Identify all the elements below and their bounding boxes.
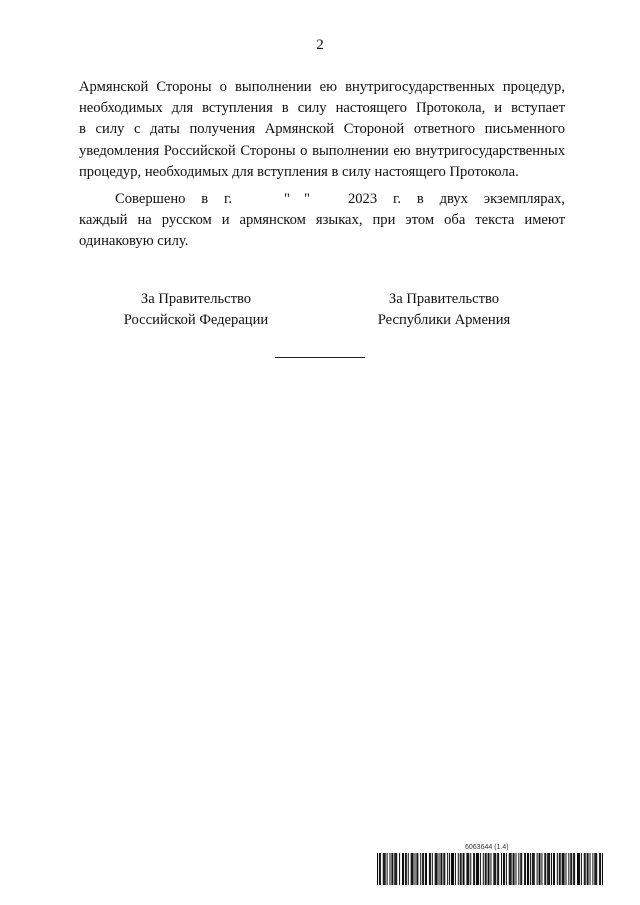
barcode-bar: [564, 853, 565, 885]
barcode-bar: [473, 853, 474, 885]
done-at-prefix: Совершено в г.: [115, 191, 233, 207]
barcode-bar: [474, 853, 475, 885]
barcode-bar: [490, 853, 491, 885]
barcode-bar: [489, 853, 490, 885]
barcode-bar: [460, 853, 461, 885]
barcode-bar: [595, 853, 596, 885]
barcode-bar: [511, 853, 512, 885]
barcode-bar: [412, 853, 413, 885]
paragraph-line: процедур, необходимых для вступления в силу настоящего Протокола.: [79, 163, 519, 180]
paragraph-done-at: [79, 189, 565, 253]
barcode-bar: [429, 853, 430, 885]
barcode-bar: [452, 853, 453, 885]
barcode-bar: [455, 853, 456, 885]
barcode-bar: [441, 853, 442, 885]
barcode-bar: [524, 853, 525, 885]
barcode-bar: [408, 853, 409, 885]
date-quote-close: ": [303, 191, 310, 207]
done-at-suffix: 2023 г. в двух экземплярах,: [347, 191, 565, 207]
barcode-bar: [417, 853, 418, 885]
barcode-bar: [539, 853, 540, 885]
barcode-bar: [525, 853, 526, 885]
barcode-bar: [439, 853, 440, 885]
barcode-bar: [570, 853, 571, 885]
barcode-bar: [506, 853, 507, 885]
barcode: [377, 853, 603, 885]
barcode-bar: [584, 853, 585, 885]
barcode-bar: [494, 853, 495, 885]
barcode-bar: [590, 853, 591, 885]
barcode-bar: [468, 853, 469, 885]
barcode-bar: [573, 853, 574, 885]
barcode-bar: [451, 853, 452, 885]
barcode-bar: [547, 853, 548, 885]
barcode-bar: [390, 853, 391, 885]
barcode-bar: [514, 853, 515, 885]
barcode-bar: [559, 853, 560, 885]
barcode-bar: [449, 853, 450, 885]
barcode-bar: [521, 853, 522, 885]
paragraph-line: Армянской Стороны о выполнении ею внутригосударственных процедур,: [79, 79, 565, 95]
signature-line: Российской Федерации: [123, 312, 269, 328]
barcode-bar: [387, 853, 388, 885]
paragraph-line: необходимых для вступления в силу настоящего Протокола, и вступает: [79, 100, 565, 117]
barcode-bar: [541, 853, 542, 885]
barcode-bar: [392, 853, 393, 885]
barcode-bar: [498, 853, 499, 885]
document-code: 6063644 (1.4): [465, 844, 509, 851]
barcode-bar: [553, 853, 554, 885]
barcode-bar: [402, 853, 403, 885]
barcode-bar: [493, 853, 494, 885]
barcode-bar: [384, 853, 385, 885]
paragraph-line: каждый на русском и армянском языках, при этом оба текста имеют: [79, 212, 565, 229]
barcode-bar: [600, 853, 601, 885]
barcode-bar: [549, 853, 550, 885]
barcode-bar: [527, 853, 528, 885]
barcode-bar: [497, 853, 498, 885]
barcode-bar: [447, 853, 448, 885]
barcode-bar: [380, 853, 381, 885]
barcode-bar: [391, 853, 392, 885]
barcode-bar: [458, 853, 459, 885]
barcode-bar: [532, 853, 533, 885]
barcode-bar: [562, 853, 563, 885]
barcode-bar: [537, 853, 538, 885]
barcode-bar: [464, 853, 465, 885]
barcode-bar: [548, 853, 549, 885]
barcode-bar: [470, 853, 471, 885]
signature-line: За Правительство: [388, 291, 500, 307]
barcode-bar: [534, 853, 535, 885]
signature-line: Республики Армения: [377, 312, 511, 328]
barcode-bar: [585, 853, 586, 885]
signature-line: За Правительство: [140, 291, 252, 307]
barcode-bar: [515, 853, 516, 885]
barcode-bar: [592, 853, 593, 885]
barcode-bar: [563, 853, 564, 885]
barcode-bar: [478, 853, 479, 885]
barcode-bar: [411, 853, 412, 885]
barcode-bar: [379, 853, 380, 885]
paragraph-line: [79, 189, 565, 210]
barcode-bar: [488, 853, 489, 885]
barcode-bar: [510, 853, 511, 885]
barcode-bar: [377, 853, 378, 885]
barcode-bar: [587, 853, 588, 885]
barcode-bar: [416, 853, 417, 885]
barcode-bar: [395, 853, 396, 885]
barcode-bar: [461, 853, 462, 885]
barcode-bar: [466, 853, 467, 885]
barcode-bar: [420, 853, 421, 885]
paragraph-entry-into-force: [79, 77, 565, 183]
barcode-bar: [403, 853, 404, 885]
barcode-bar: [422, 853, 423, 885]
barcode-bar: [594, 853, 595, 885]
barcode-bar: [435, 853, 436, 885]
barcode-bar: [467, 853, 468, 885]
barcode-bar: [405, 853, 406, 885]
barcode-bar: [385, 853, 386, 885]
barcode-bar: [443, 853, 444, 885]
barcode-bar: [574, 853, 575, 885]
barcode-bar: [579, 853, 580, 885]
barcode-bar: [425, 853, 426, 885]
barcode-bar: [477, 853, 478, 885]
signature-block-armenia: [334, 289, 554, 331]
barcode-bar: [528, 853, 529, 885]
barcode-bar: [577, 853, 578, 885]
paragraph-line: одинаковую силу.: [79, 233, 189, 250]
barcode-bar: [533, 853, 534, 885]
closing-divider: [275, 357, 365, 358]
barcode-bar: [415, 853, 416, 885]
date-quote-open: ": [284, 191, 290, 207]
barcode-bar: [578, 853, 579, 885]
barcode-bar: [396, 853, 397, 885]
barcode-bar: [426, 853, 427, 885]
barcode-bar: [544, 853, 545, 885]
barcode-bar: [437, 853, 438, 885]
paragraph-line: уведомления Российской Стороны о выполнении ею внутригосударственных: [79, 142, 565, 159]
barcode-bar: [581, 853, 582, 885]
barcode-bar: [383, 853, 384, 885]
barcode-bar: [596, 853, 597, 885]
barcode-bar: [463, 853, 464, 885]
barcode-bar: [413, 853, 414, 885]
barcode-bar: [568, 853, 569, 885]
barcode-bar: [423, 853, 424, 885]
barcode-bar: [485, 853, 486, 885]
barcode-bar: [476, 853, 477, 885]
barcode-bar: [453, 853, 454, 885]
barcode-bar: [530, 853, 531, 885]
barcode-bar: [486, 853, 487, 885]
barcode-bar: [509, 853, 510, 885]
page-number: 2: [316, 37, 324, 53]
barcode-bar: [501, 853, 502, 885]
barcode-bar: [588, 853, 589, 885]
barcode-bar: [399, 853, 400, 885]
barcode-bar: [560, 853, 561, 885]
barcode-bar: [520, 853, 521, 885]
paragraph-line: в силу с даты получения Армянской Стороной ответного письменного: [79, 121, 565, 138]
barcode-bar: [430, 853, 431, 885]
barcode-bar: [602, 853, 603, 885]
barcode-bar: [394, 853, 395, 885]
barcode-bar: [444, 853, 445, 885]
barcode-bar: [513, 853, 514, 885]
barcode-bar: [554, 853, 555, 885]
barcode-bar: [440, 853, 441, 885]
barcode-bar: [557, 853, 558, 885]
barcode-bar: [551, 853, 552, 885]
barcode-bar: [495, 853, 496, 885]
barcode-bar: [432, 853, 433, 885]
barcode-bar: [545, 853, 546, 885]
barcode-bar: [540, 853, 541, 885]
barcode-bar: [480, 853, 481, 885]
barcode-bar: [436, 853, 437, 885]
barcode-bar: [599, 853, 600, 885]
barcode-bar: [483, 853, 484, 885]
barcode-bar: [565, 853, 566, 885]
barcode-bar: [504, 853, 505, 885]
signature-block-russia: [86, 289, 306, 331]
barcode-bar: [503, 853, 504, 885]
barcode-bar: [518, 853, 519, 885]
barcode-bar: [571, 853, 572, 885]
barcode-bar: [406, 853, 407, 885]
